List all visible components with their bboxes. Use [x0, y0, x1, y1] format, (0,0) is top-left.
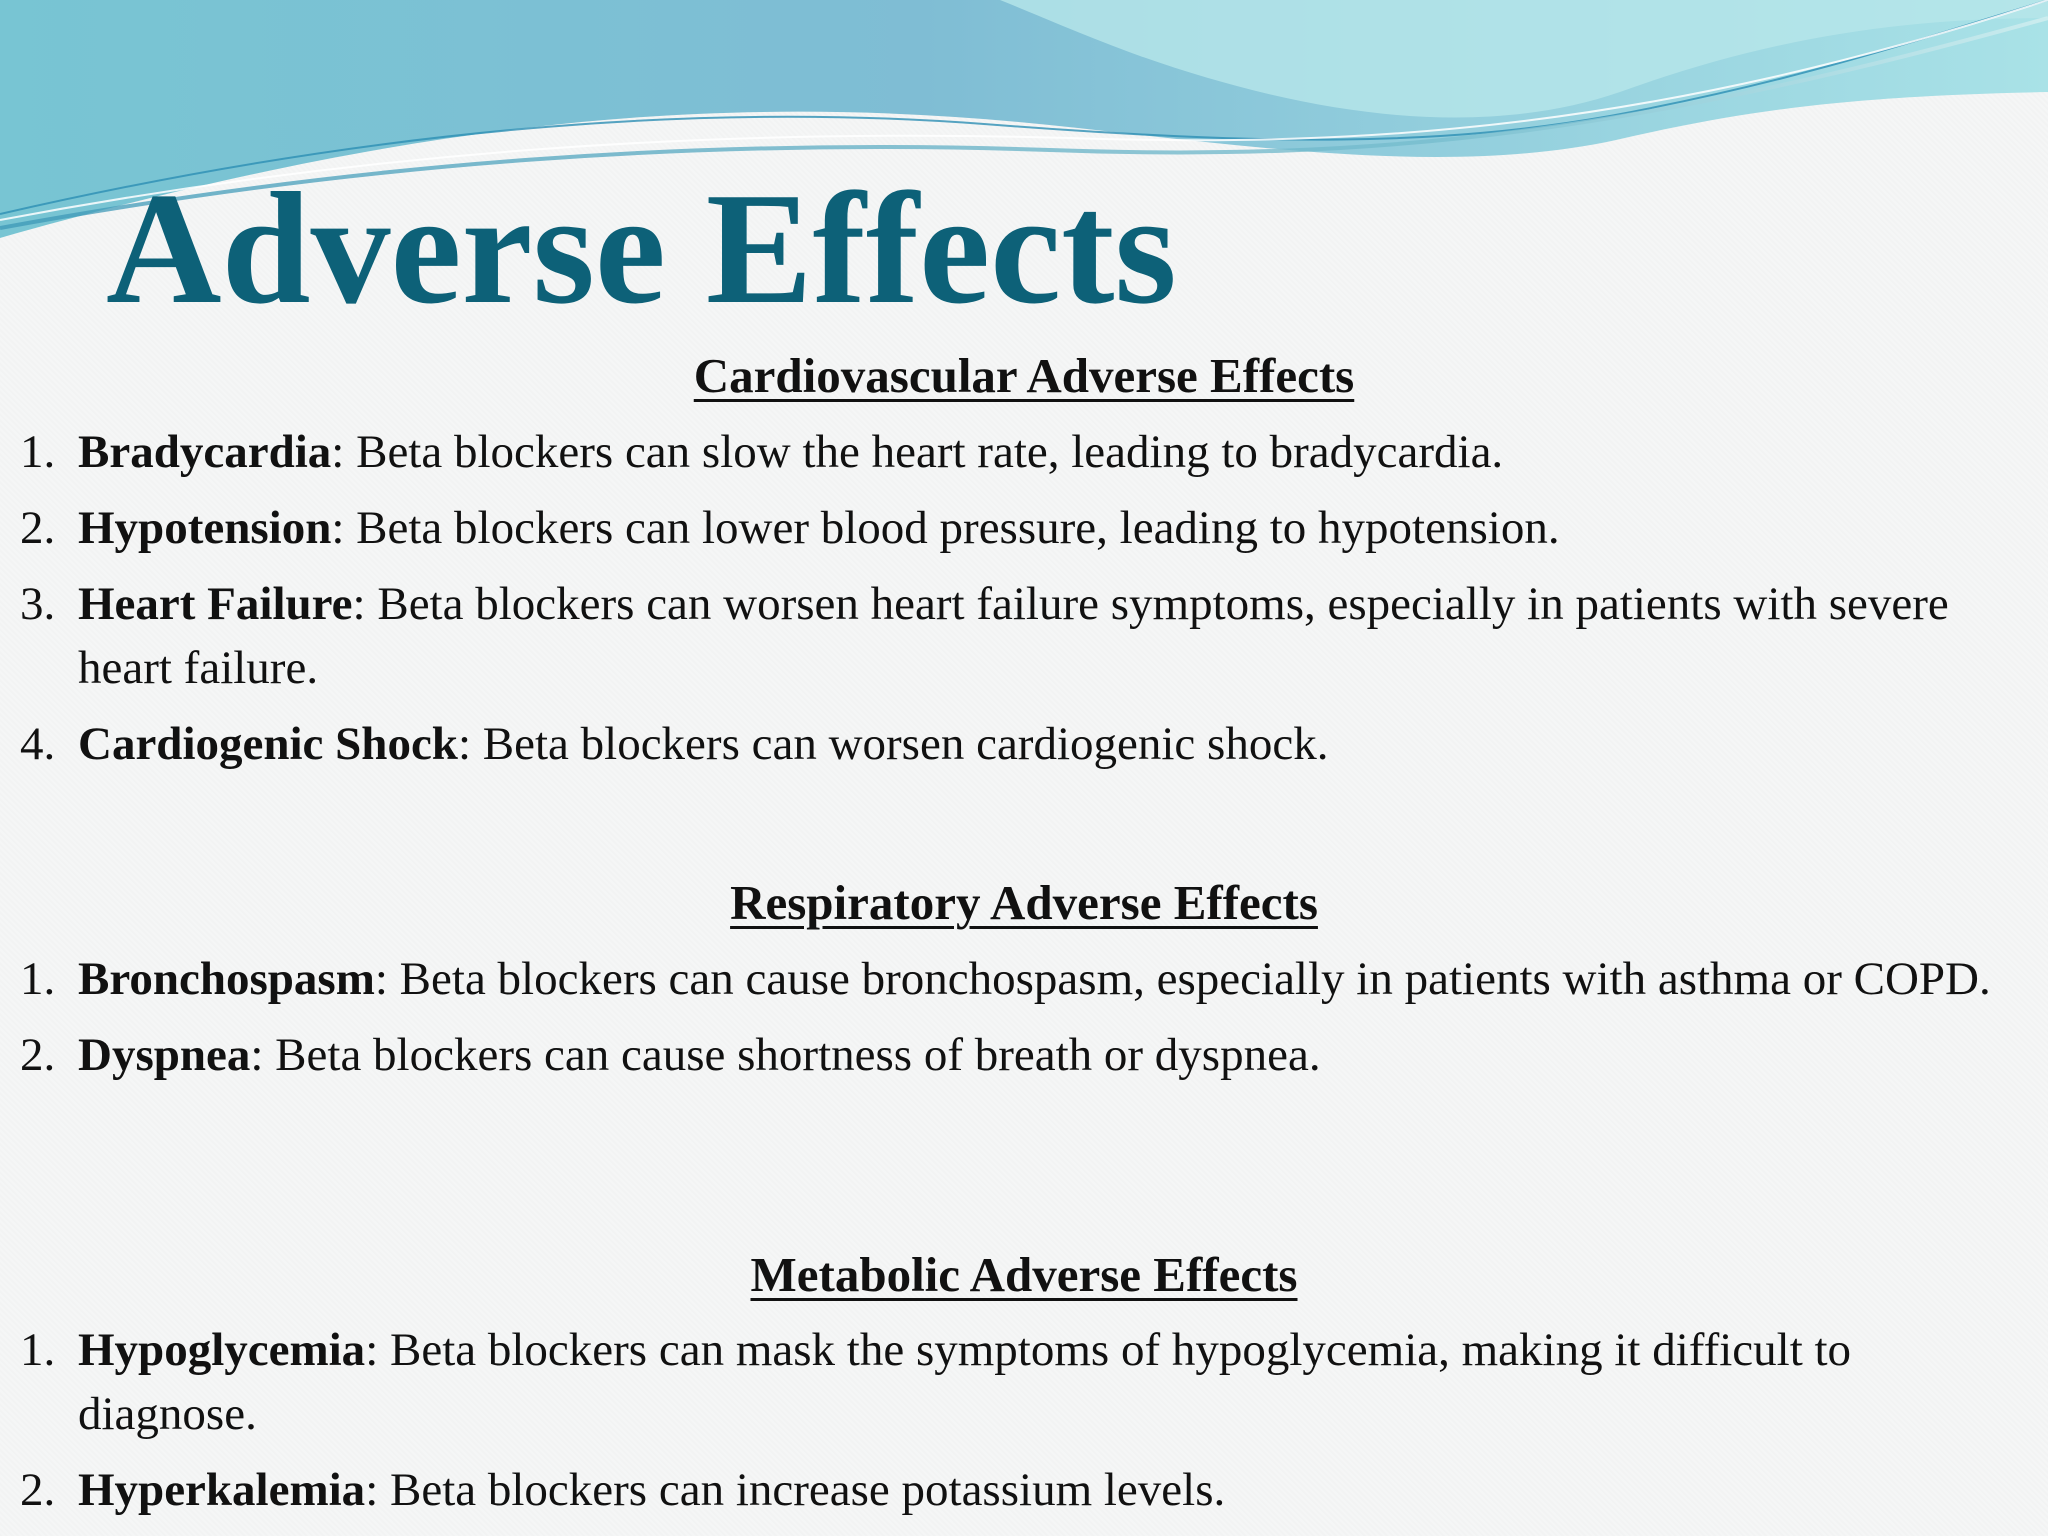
cardiovascular-list-item	[20, 712, 2010, 776]
list-number: 4.	[20, 718, 56, 770]
effect-description: : Beta blockers can cause shortness of breath or dyspnea.	[250, 1029, 1321, 1081]
respiratory-effects-list	[20, 947, 2010, 1099]
metabolic-list-item	[20, 1458, 2010, 1522]
list-number: 3.	[20, 578, 56, 630]
metabolic-effects-list	[20, 1318, 2010, 1534]
effect-term: Hypoglycemia	[78, 1324, 366, 1376]
cardiovascular-list-item	[20, 496, 2010, 560]
effect-term: Heart Failure	[78, 578, 353, 630]
cardiovascular-heading-text: Cardiovascular Adverse Effects	[693, 348, 1355, 403]
list-number: 2.	[20, 1464, 56, 1516]
effect-description: : Beta blockers can increase potassium levels.	[365, 1464, 1226, 1516]
effect-term: Bronchospasm	[78, 953, 375, 1005]
list-number: 1.	[20, 426, 56, 478]
metabolic-heading-text: Metabolic Adverse Effects	[750, 1247, 1298, 1302]
effect-term: Hyperkalemia	[78, 1464, 366, 1516]
respiratory-heading-text: Respiratory Adverse Effects	[730, 875, 1318, 930]
cardiovascular-effects-list	[20, 420, 2010, 788]
effect-description: : Beta blockers can worsen cardiogenic shock.	[457, 718, 1329, 770]
respiratory-list-item	[20, 947, 2010, 1011]
list-number: 1.	[20, 953, 56, 1005]
effect-term: Hypotension	[78, 502, 332, 554]
list-number: 2.	[20, 502, 56, 554]
cardiovascular-list-item	[20, 572, 2010, 700]
list-number: 1.	[20, 1324, 56, 1376]
effect-term: Dyspnea	[78, 1029, 251, 1081]
metabolic-section-heading	[0, 1247, 2048, 1302]
list-number: 2.	[20, 1029, 56, 1081]
slide-title: Adverse Effects	[106, 159, 1177, 337]
cardiovascular-list-item	[20, 420, 2010, 484]
respiratory-section-heading	[0, 875, 2048, 930]
metabolic-list-item	[20, 1318, 2010, 1446]
cardiovascular-section-heading	[0, 348, 2048, 403]
effect-term: Bradycardia	[78, 426, 332, 478]
effect-description: : Beta blockers can mask the symptoms of hypoglycemia, making it difficult to diagnose.	[78, 1324, 1852, 1440]
effect-description: : Beta blockers can lower blood pressure, leading to hypotension.	[331, 502, 1560, 554]
effect-description: : Beta blockers can worsen heart failure symptoms, especially in patients with severe heart failure.	[78, 578, 1949, 694]
effect-description: : Beta blockers can cause bronchospasm, especially in patients with asthma or COPD.	[374, 953, 1991, 1005]
effect-term: Cardiogenic Shock	[78, 718, 458, 770]
effect-description: : Beta blockers can slow the heart rate, leading to bradycardia.	[331, 426, 1504, 478]
respiratory-list-item	[20, 1023, 2010, 1087]
